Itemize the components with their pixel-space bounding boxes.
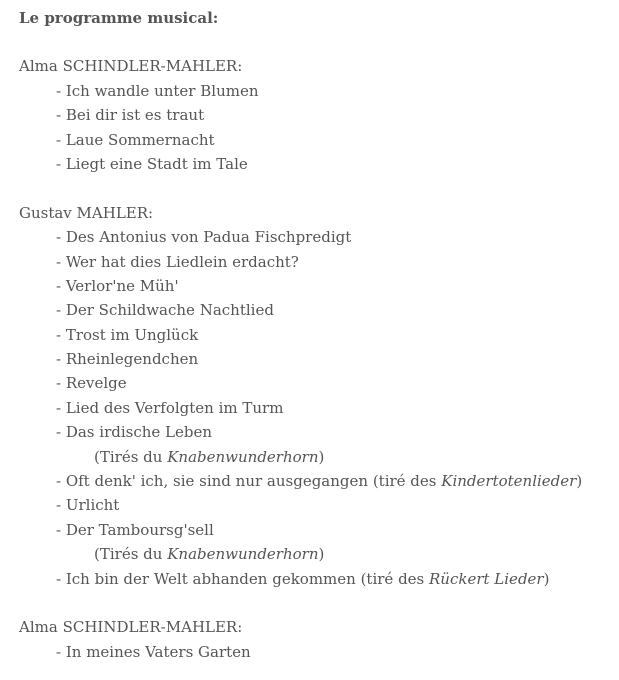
section-alma-1 — [19, 54, 609, 176]
note-prefix: (Tirés du — [94, 545, 168, 564]
list-item: - Revelge — [56, 374, 127, 393]
item-prefix: - Ich bin der Welt abhanden gekommen (tiré des — [56, 569, 430, 588]
item-suffix: ) — [576, 472, 583, 491]
spacer — [19, 176, 609, 200]
list-item: - Verlor'ne Müh' — [56, 276, 179, 295]
note-prefix: (Tirés du — [94, 447, 168, 466]
program-page — [19, 6, 609, 664]
note-italic-title: Knabenwunderhorn — [167, 545, 319, 564]
list-item: - Urlicht — [56, 496, 120, 515]
spacer — [19, 591, 609, 615]
list-item: - Bei dir ist es traut — [56, 106, 205, 125]
program-title: Le programme musical: — [19, 9, 219, 27]
list-item: - Rheinlegendchen — [56, 350, 199, 369]
list-item: - Trost im Unglück — [56, 325, 199, 344]
list-item: - Lied des Verfolgten im Turm — [56, 398, 284, 417]
item-prefix: - Oft denk' ich, sie sind nur ausgegangen (tiré des — [56, 472, 442, 491]
item-italic-title: Rückert Lieder — [429, 569, 544, 588]
list-item: - Der Schildwache Nachtlied — [56, 301, 274, 320]
spacer — [19, 30, 609, 54]
list-item: - Wer hat dies Liedlein erdacht? — [56, 252, 299, 271]
list-item — [19, 567, 609, 591]
note-suffix: ) — [318, 545, 325, 564]
source-note — [19, 445, 609, 469]
list-item — [19, 469, 609, 493]
list-item: - Liegt eine Stadt im Tale — [56, 154, 248, 173]
list-item: - Das irdische Leben — [56, 423, 213, 442]
item-suffix: ) — [543, 569, 550, 588]
list-item: - Laue Sommernacht — [56, 130, 215, 149]
section-alma-2 — [19, 615, 609, 664]
list-item: - In meines Vaters Garten — [56, 642, 251, 661]
note-suffix: ) — [318, 447, 325, 466]
composer-heading: Gustav MAHLER: — [19, 203, 154, 222]
list-item: - Ich wandle unter Blumen — [56, 81, 259, 100]
composer-heading: Alma SCHINDLER-MAHLER: — [19, 618, 243, 637]
note-italic-title: Knabenwunderhorn — [167, 447, 319, 466]
list-item: - Des Antonius von Padua Fischpredigt — [56, 228, 352, 247]
section-gustav — [19, 201, 609, 591]
list-item: - Der Tamboursg'sell — [56, 520, 214, 539]
composer-heading: Alma SCHINDLER-MAHLER: — [19, 57, 243, 76]
source-note — [19, 542, 609, 566]
item-italic-title: Kindertotenlieder — [441, 472, 577, 491]
